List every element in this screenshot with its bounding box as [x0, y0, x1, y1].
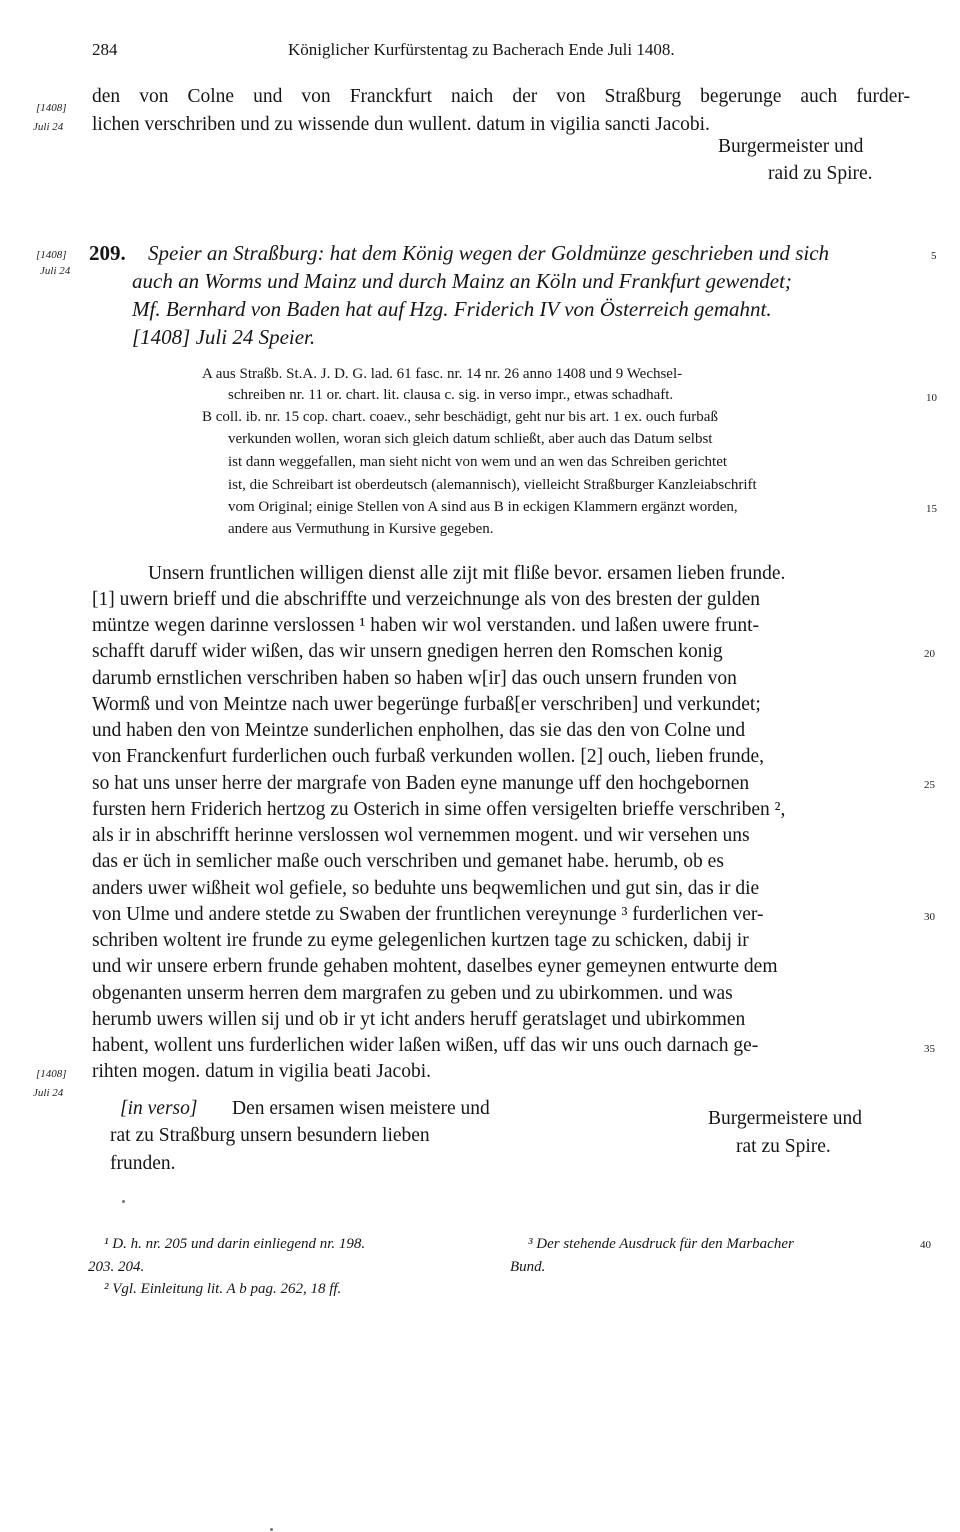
text-line: müntze wegen darinne verslossen ¹ haben wir wol verstanden. und laßen uwere frunt- — [92, 615, 759, 636]
address-label: [in verso] — [120, 1098, 198, 1119]
text-line: von Ulme und andere stetde zu Swaben der fruntlichen vereynunge ³ furderlichen ver- — [92, 904, 764, 925]
source-note-line: andere aus Vermuthung in Kursive gegeben. — [228, 521, 494, 537]
text-line: das er üch in semlicher maße ouch verschriben und gemanet habe. herumb, ob es — [92, 851, 724, 872]
line-number: 10 — [926, 392, 937, 404]
margin-date-day: Juli 24 — [33, 1087, 64, 1099]
text-line: Wormß und von Meintze nach uwer begerünge furbaß[er verschriben] und verkundet; — [92, 694, 761, 715]
margin-date-day: Juli 24 — [33, 121, 64, 133]
line-number: 40 — [920, 1239, 931, 1251]
text-line: und haben den von Meintze sunderlichen enpholhen, das sie das den von Colne und — [92, 720, 746, 741]
text-line: darumb ernstlichen verschriben haben so haben w[ir] das ouch unsern frunden von — [92, 668, 737, 689]
line-number: 15 — [926, 503, 937, 515]
running-title: Königlicher Kurfürstentag zu Bacherach Ende Juli 1408. — [288, 40, 675, 59]
text-line: anders uwer wißheit wol gefiele, so beduhte uns beqwemlichen und gut sin, das ir die — [92, 878, 760, 899]
source-note-line: schreiben nr. 11 or. chart. lit. clausa c. sig. in verso impr., etwas schadhaft. — [228, 387, 674, 403]
line-number: 35 — [924, 1043, 935, 1055]
line-number: 20 — [924, 648, 935, 660]
text-line: habent, wollent uns furderlichen wider laßen wißen, uff das wir uns ouch darnach ge- — [92, 1035, 759, 1056]
prev-doc-line: lichen verschriben und zu wissende dun wullent. datum in vigilia sancti Jacobi. — [92, 114, 710, 135]
source-note-line: ist dann weggefallen, man sieht nicht von wem und an wen das Schreiben gerichtet — [228, 454, 728, 470]
prev-doc-line: den von Colne und von Franckfurt naich der von Straßburg begerunge auch furder- — [92, 86, 910, 107]
margin-date-year: [1408] — [36, 249, 67, 261]
signature-line: Burgermeistere und — [708, 1108, 862, 1129]
text-line: obgenanten unserm herren dem margrafen zu geben und zu ubirkommen. und was — [92, 983, 733, 1004]
source-note-line: ist, die Schreibart ist oberdeutsch (alemannisch), vielleicht Straßburger Kanzleiabschrift — [228, 477, 757, 493]
footnote-line: 203. 204. — [88, 1259, 145, 1275]
text-line: von Franckenfurt furderlichen ouch furbaß verkunden wollen. [2] ouch, lieben frunde, — [92, 746, 764, 767]
prev-doc-signature-line: Burgermeister und — [718, 136, 864, 157]
print-speck — [122, 1200, 125, 1203]
text-line: rihten mogen. datum in vigilia beati Jacobi. — [92, 1061, 432, 1082]
text-line: schafft daruff wider wißen, das wir unsern gnedigen herren den Romschen konig — [92, 641, 723, 662]
footnote-line: ¹ D. h. nr. 205 und darin einliegend nr. 198. — [104, 1236, 366, 1252]
margin-date-year: [1408] — [36, 102, 67, 114]
page-number: 284 — [92, 40, 118, 59]
regest-line: Mf. Bernhard von Baden hat auf Hzg. Friderich IV von Österreich gemahnt. — [132, 297, 772, 321]
line-number: 30 — [924, 911, 935, 923]
regest-line: [1408] Juli 24 Speier. — [132, 325, 316, 349]
text-line: als ir in abschrifft herinne verslossen wol vernemmen mogent. und wir versehen uns — [92, 825, 750, 846]
text-line: herumb uwers willen sij und ob ir yt icht anders heruff geratslaget und ubirkommen — [92, 1009, 746, 1030]
document-number: 209. — [89, 241, 126, 265]
text-line: schriben woltent ire frunde zu eyme gelegenlichen kurtzen tage zu schicken, dabij ir — [92, 930, 749, 951]
margin-date-day: Juli 24 — [40, 265, 71, 277]
text-line: Unsern fruntlichen willigen dienst alle zijt mit fliße bevor. ersamen lieben frunde. — [148, 563, 786, 584]
source-note-line: vom Original; einige Stellen von A sind aus B in eckigen Klammern ergänzt worden, — [228, 499, 738, 515]
address-line: rat zu Straßburg unsern besundern lieben — [110, 1125, 430, 1146]
source-note-line: verkunden wollen, woran sich gleich datum schließt, aber auch das Datum selbst — [228, 431, 713, 447]
text-line: [1] uwern brieff und die abschriffte und verzeichnunge als von des bresten der gulden — [92, 589, 761, 610]
source-note-line: B coll. ib. nr. 15 cop. chart. coaev., sehr beschädigt, geht nur bis art. 1 ex. ouch furbaß — [202, 409, 718, 425]
footnote-line: Bund. — [510, 1259, 546, 1275]
line-number: 25 — [924, 779, 935, 791]
footnote-line: ³ Der stehende Ausdruck für den Marbacher — [528, 1236, 794, 1252]
margin-date-year: [1408] — [36, 1068, 67, 1080]
text-line: fursten hern Friderich hertzog zu Osterich in sime offen versigelten brieffe verschriben ², — [92, 799, 786, 820]
signature-line: rat zu Spire. — [736, 1136, 831, 1157]
line-number: 5 — [931, 250, 937, 262]
text-line: und wir unsere erbern frunde gehaben mohtent, daselbes eyner gemeynen entwurte dem — [92, 956, 778, 977]
address-line: frunden. — [110, 1153, 176, 1174]
footnote-line: ² Vgl. Einleitung lit. A b pag. 262, 18 ff. — [104, 1281, 342, 1297]
address-line: Den ersamen wisen meistere und — [232, 1098, 490, 1119]
source-note-line: A aus Straßb. St.A. J. D. G. lad. 61 fasc. nr. 14 nr. 26 anno 1408 und 9 Wechsel- — [202, 366, 683, 382]
regest-line: Speier an Straßburg: hat dem König wegen der Goldmünze geschrieben und sich — [148, 241, 830, 265]
print-speck — [270, 1528, 273, 1531]
text-line: so hat uns unser herre der margrafe von Baden eyne manunge uff den hochgebornen — [92, 773, 750, 794]
prev-doc-signature-line: raid zu Spire. — [768, 163, 873, 184]
regest-line: auch an Worms und Mainz und durch Mainz an Köln und Frankfurt gewendet; — [132, 269, 792, 293]
